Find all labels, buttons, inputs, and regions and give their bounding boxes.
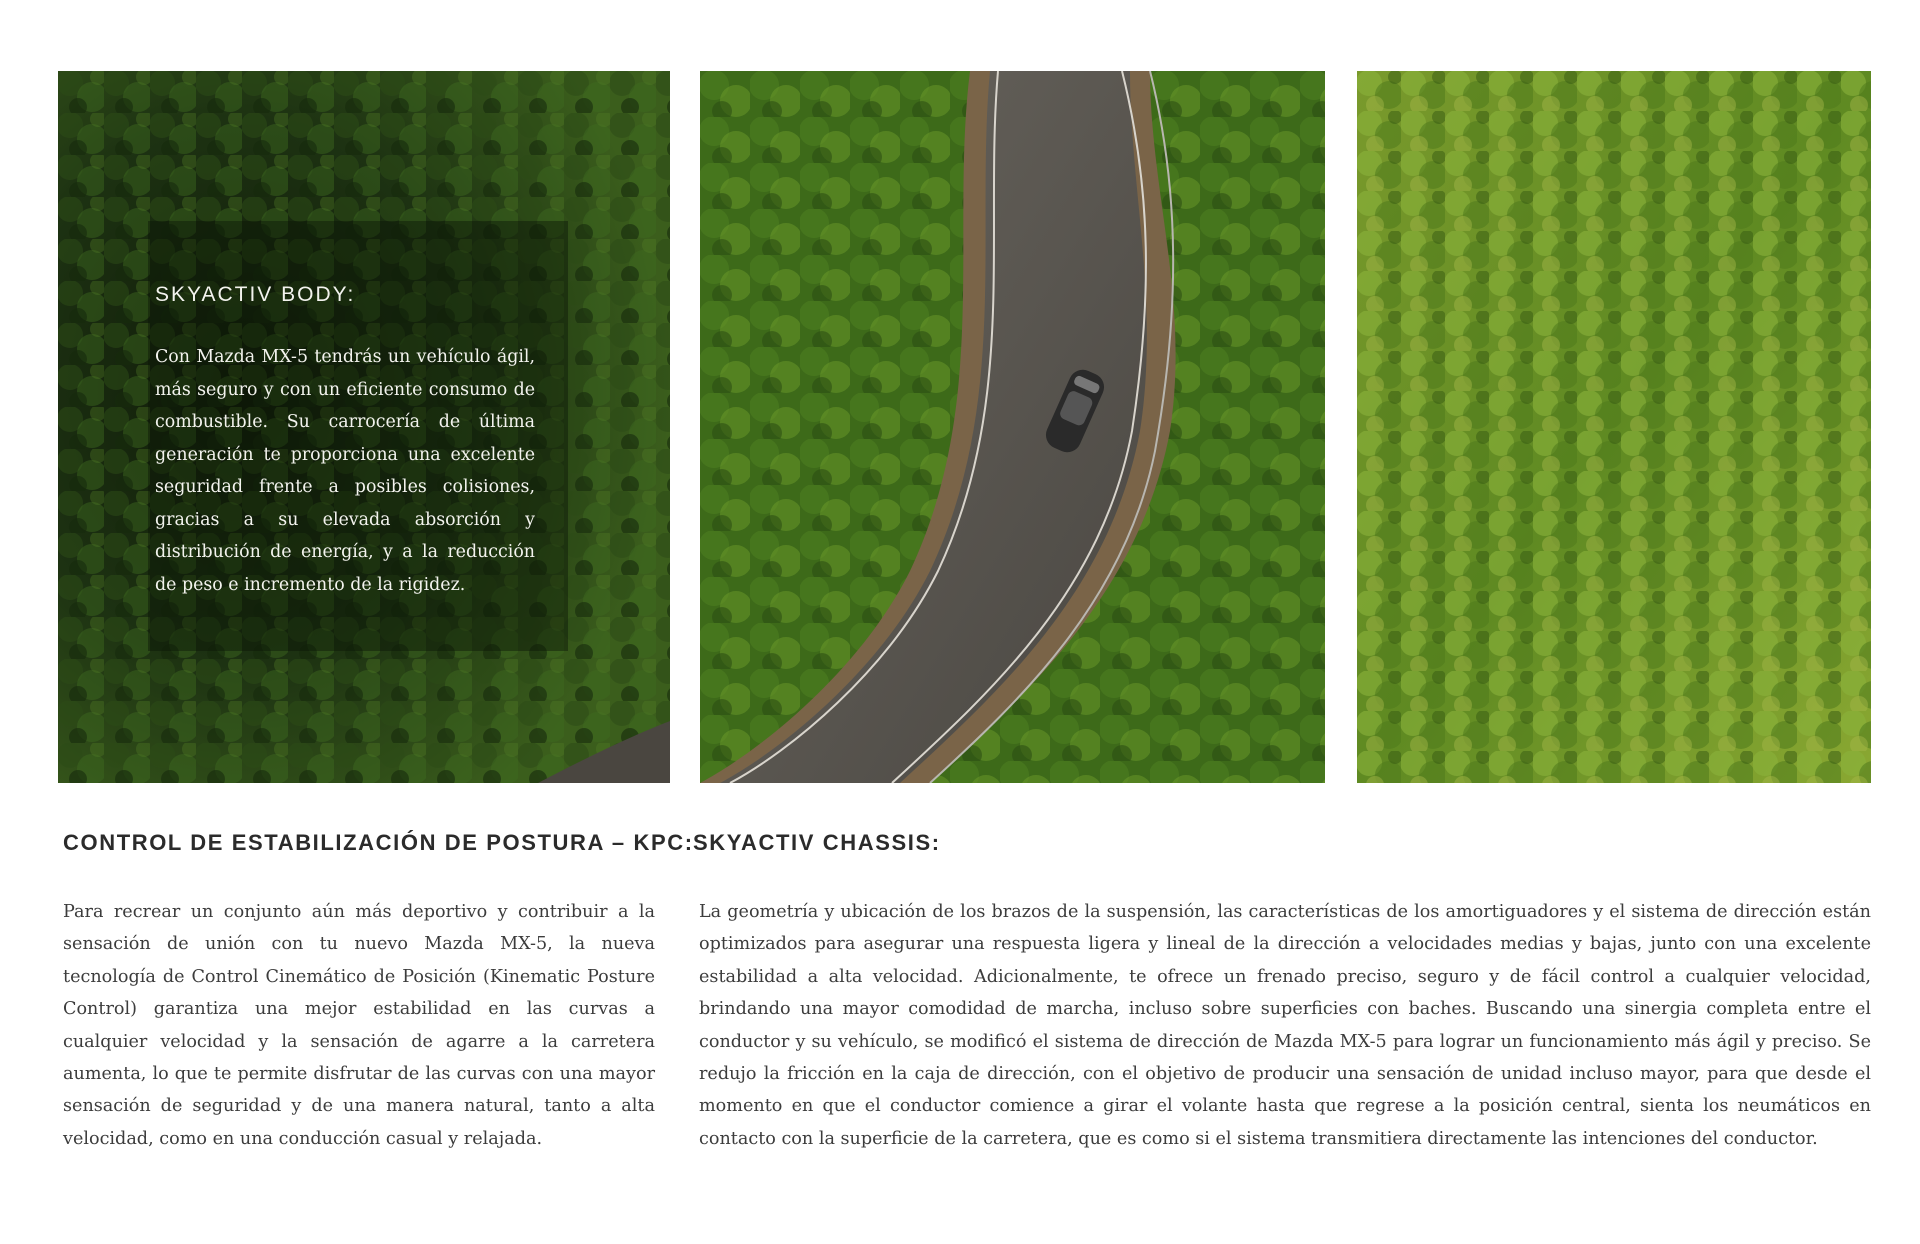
skyactiv-body-text: Con Mazda MX-5 tendrás un vehículo ágil, más seguro y con un eficiente consumo de combustible. Su carrocería de última generación te proporciona una excelente seguridad frente a posibles colisiones, gracias a su elevada absorción y distribución de energía, y a la reducción de peso e incremento de la rigidez.: [155, 347, 535, 595]
forest-canopy-bright-image: [1357, 71, 1871, 783]
forest-bright-image-panel: [1357, 71, 1871, 783]
kpc-section-title: CONTROL DE ESTABILIZACIÓN DE POSTURA – KPC:: [63, 830, 694, 855]
forest-dark-image-panel: [58, 71, 670, 783]
aerial-road-image-panel: [700, 71, 1325, 783]
skyactiv-body-title: SKYACTIV BODY:: [155, 283, 356, 306]
aerial-road-with-car-image: [700, 71, 1325, 783]
chassis-section-body: La geometría y ubicación de los brazos de la suspensión, las características de los amortiguadores y el sistema de dirección están optimizados para asegurar una respuesta ligera y lineal de la dirección a velocidades medias y bajas, junto con una excelente estabilidad a alta velocidad. Adicionalmente, te ofrece un frenado preciso, seguro y de fácil control a cualquier velocidad, brindando una mayor comodidad de marcha, incluso sobre superficies con baches. Buscando una sinergia completa entre el conductor y su vehículo, se modificó el sistema de dirección de Mazda MX-5 para lograr un funcionamiento más ágil y preciso. Se redujo la fricción en la caja de dirección, con el objetivo de producir una sensación de unidad incluso mayor, para que desde el momento en que el conductor comience a girar el volante hasta que regrese a la posición central, sienta los neumáticos en contacto con la superficie de la carretera, que es como si el sistema transmitiera directamente las intenciones del conductor.: [699, 902, 1871, 1149]
kpc-section-body: Para recrear un conjunto aún más deportivo y contribuir a la sensación de unión con tu nuevo Mazda MX-5, la nueva tecnología de Control Cinemático de Posición (Kinematic Posture Control) garantiza una mejor estabilidad en las curvas a cualquier velocidad y la sensación de agarre a la carretera aumenta, lo que te permite disfrutar de las curvas con una mayor sensación de seguridad y de una manera natural, tanto a alta velocidad, como en una conducción casual y relajada.: [63, 902, 655, 1149]
chassis-section-title: SKYACTIV CHASSIS:: [693, 830, 941, 855]
skyactiv-body-overlay: [155, 283, 535, 601]
